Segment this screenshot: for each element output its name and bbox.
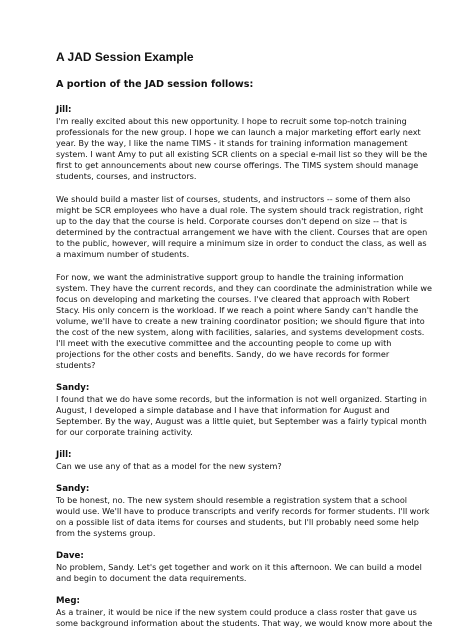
text-line: September. By the way, August was a little quiet, but September was a fairly typical month [56,416,427,426]
dialogue-block [56,450,428,472]
dialogue-paragraph [56,272,433,371]
text-line: For now, we want the administrative support group to handle the training information [56,272,404,282]
text-line: would use. We'll have to produce transcripts and verify records for former students. I'll work [56,506,430,516]
text-line: first to get announcements about new course offerings. The TIMS system should manage [56,160,419,170]
document-page [56,50,433,641]
text-line: system. I want Amy to put all existing SCR clients on a special e-mail list so they will be the [56,149,428,159]
page-title: A JAD Session Example [56,50,194,64]
text-line: year. By the way, I like the name TIMS - it stands for training information management [56,138,408,148]
speaker-name: Sandy: [56,383,90,393]
speaker-name: Dave: [56,551,84,561]
text-line: to the public, however, will require a minimum size in order to conduct the class, as well as [56,238,427,248]
text-line: up to the day that the course is held. Corporate courses don't depend on size -- that is [56,216,407,226]
text-line: No problem, Sandy. Let's get together and work on it this afternoon. We can build a model [56,562,422,572]
text-line: and begin to document the data requirements. [56,573,247,583]
dialogue-block [56,551,428,584]
text-line: focus on developing and marketing the courses. I've cleared that approach with Robert [56,294,410,304]
speaker-name: Jill: [56,105,72,115]
text-line: We should build a master list of courses, students, and instructors -- some of them also [56,194,411,204]
text-line: projections for the other costs and benefits. Sandy, do we have records for former [56,349,390,359]
dialogue-block [56,383,428,438]
text-line: August, I developed a simple database and I have that information for August and [56,405,390,415]
text-line: students? [56,360,96,370]
text-line: As a trainer, it would be nice if the new system could produce a class roster that gave us [56,607,417,617]
text-line: I found that we do have some records, but the information is not well organized. Starting in [56,394,427,404]
text-line: Can we use any of that as a model for the new system? [56,461,282,471]
dialogue-paragraph [56,607,433,629]
text-line: might be SCR employees who have a dual role. The system should track registration, right [56,205,424,215]
dialogue-paragraph [56,394,428,438]
text-line: volume, we'll have to create a new training coordinator position; we should figure that into [56,316,425,326]
speaker-name: Jill: [56,450,72,460]
dialogue-paragraph [56,562,428,584]
speaker-name: Sandy: [56,484,90,494]
text-line: professionals for the new group. I hope we can launch a major marketing effort early next [56,127,421,137]
text-line: I'll meet with the executive committee and the accounting people to come up with [56,338,392,348]
dialogue [56,105,433,629]
text-line: Stacy. His only concern is the workload. If we reach a point where Sandy can't handle the [56,305,419,315]
text-line: To be honest, no. The new system should resemble a registration system that a school [56,495,408,505]
text-line: from the systems group. [56,528,156,538]
text-line: determined by the contractual arrangement we have with the client. Courses that are open [56,227,428,237]
dialogue-paragraph [56,194,428,260]
text-line: some background information about the students. That way, we would know more about the [56,618,433,628]
text-line: I'm really excited about this new opportunity. I hope to recruit some top-notch training [56,116,407,126]
speaker-name: Meg: [56,596,80,606]
text-line: for our corporate training activity. [56,427,193,437]
dialogue-paragraph [56,116,428,182]
dialogue-block [56,484,428,539]
page-subtitle: A portion of the JAD session follows: [56,79,254,90]
text-line: the cost of the new system, along with facilities, salaries, and systems development costs. [56,327,425,337]
dialogue-block [56,105,433,371]
dialogue-paragraph [56,495,428,539]
text-line: on a possible list of data items for courses and students, but I'll probably need some help [56,517,419,527]
dialogue-paragraph [56,461,428,472]
text-line: system. They have the current records, and they can coordinate the administration while we [56,283,433,293]
text-line: a maximum number of students. [56,249,190,259]
text-line: students, courses, and instructors. [56,171,197,181]
